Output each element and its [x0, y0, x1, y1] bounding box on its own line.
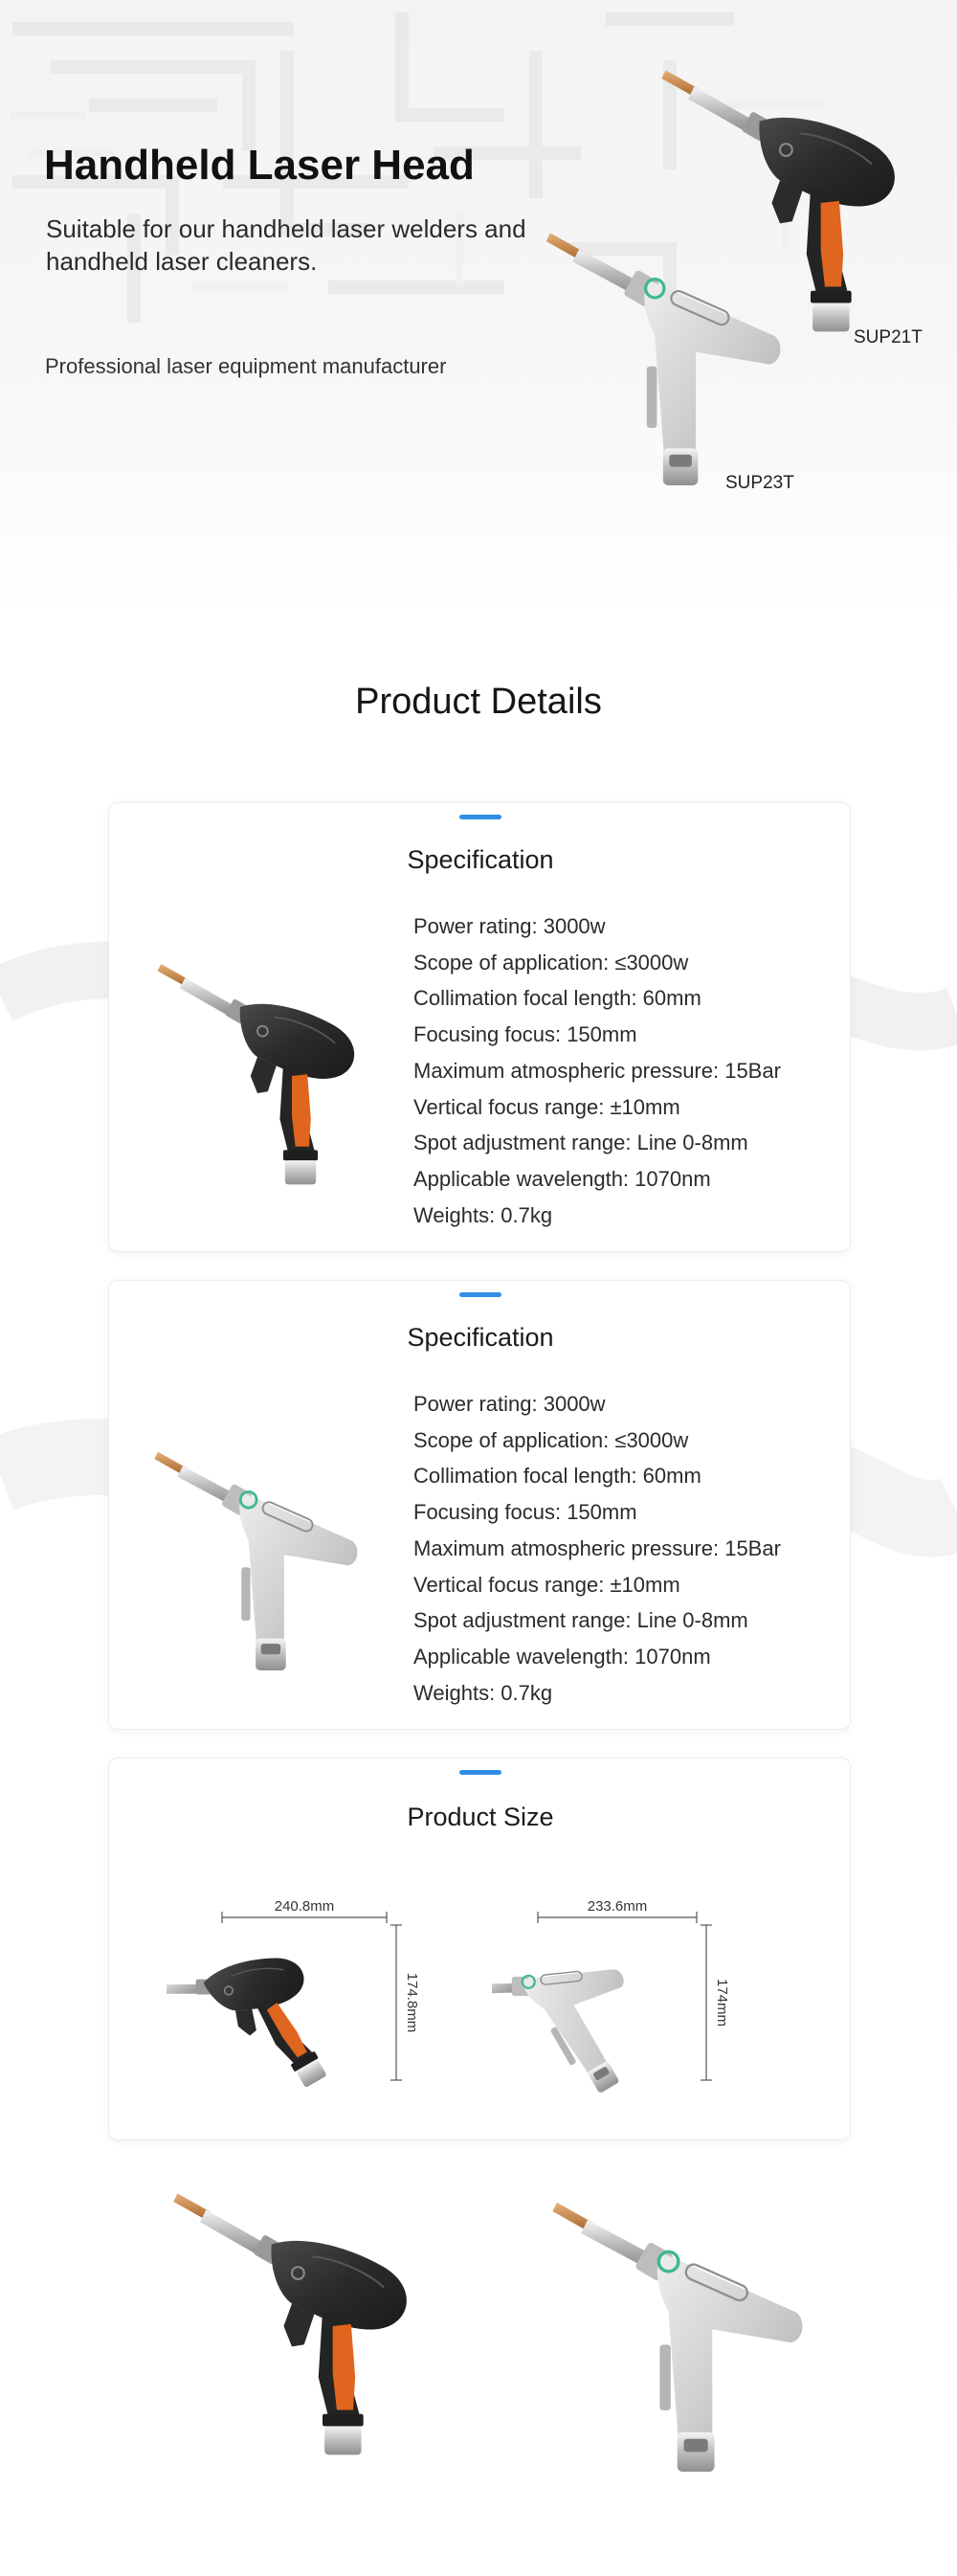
- section-title: Product Details: [355, 682, 602, 722]
- dark-height-label: 174.8mm: [404, 1972, 420, 2033]
- dark-laser-gun-icon: [147, 947, 367, 1205]
- silver-width-label: 233.6mm: [587, 1898, 648, 1915]
- card-accent-bar: [459, 815, 501, 819]
- card-title: Product Size: [407, 1803, 554, 1831]
- spec-item: Collimation focal length: 60mm: [413, 986, 701, 1011]
- card-accent-bar: [459, 1770, 501, 1775]
- spec-item: Maximum atmospheric pressure: 15Bar: [413, 1535, 781, 1560]
- spec-item: Vertical focus range: ±10mm: [413, 1572, 680, 1597]
- spec-item: Maximum atmospheric pressure: 15Bar: [413, 1058, 781, 1083]
- spec-item: Scope of application: ≤3000w: [413, 1427, 689, 1452]
- spec-item: Spot adjustment range: Line 0-8mm: [413, 1131, 748, 1155]
- spec-item: Scope of application: ≤3000w: [413, 950, 689, 974]
- hero-banner: [0, 0, 957, 613]
- spec-item: Weights: 0.7kg: [413, 1680, 553, 1705]
- spec-item: Collimation focal length: 60mm: [413, 1464, 701, 1489]
- spec-item: Applicable wavelength: 1070nm: [413, 1644, 711, 1669]
- spec-item: Vertical focus range: ±10mm: [413, 1094, 680, 1119]
- manufacturer-tagline: Professional laser equipment manufacturer: [45, 354, 447, 378]
- silver-laser-gun-icon: [545, 2181, 813, 2487]
- card-title: Specification: [407, 1323, 554, 1352]
- hero-subtitle: Suitable for our handheld laser welders and handheld laser cleaners.: [46, 214, 526, 276]
- dark-laser-gun-icon: [167, 1908, 353, 2094]
- model-label-sup23t: SUP23T: [725, 473, 794, 493]
- silver-laser-gun-icon: [536, 213, 794, 500]
- product-size-card: [108, 1758, 851, 2140]
- dark-width-label: 240.8mm: [274, 1898, 335, 1915]
- spec-item: Applicable wavelength: 1070nm: [413, 1166, 711, 1191]
- spec-card-dark: [108, 802, 851, 1252]
- dark-gun-dimension-drawing: [167, 1893, 473, 2094]
- spec-list: [413, 908, 781, 1233]
- model-label-sup21t: SUP21T: [854, 327, 923, 347]
- spec-item: Spot adjustment range: Line 0-8mm: [413, 1608, 748, 1633]
- spec-item: Focusing focus: 150mm: [413, 1500, 637, 1525]
- spec-list: [413, 1386, 781, 1711]
- dark-laser-gun-icon: [153, 2173, 431, 2479]
- silver-laser-gun-icon: [492, 1908, 668, 2094]
- spec-item: Weights: 0.7kg: [413, 1202, 553, 1227]
- page-title: Handheld Laser Head: [44, 142, 475, 189]
- silver-laser-gun-icon: [147, 1434, 367, 1683]
- spec-card-silver: [108, 1280, 851, 1730]
- silver-gun-dimension-drawing: [492, 1893, 798, 2094]
- silver-height-label: 174mm: [714, 1978, 730, 2027]
- spec-item: Power rating: 3000w: [413, 1392, 606, 1416]
- spec-item: Focusing focus: 150mm: [413, 1022, 637, 1047]
- card-accent-bar: [459, 1292, 501, 1297]
- spec-item: Power rating: 3000w: [413, 914, 606, 938]
- card-title: Specification: [407, 845, 554, 874]
